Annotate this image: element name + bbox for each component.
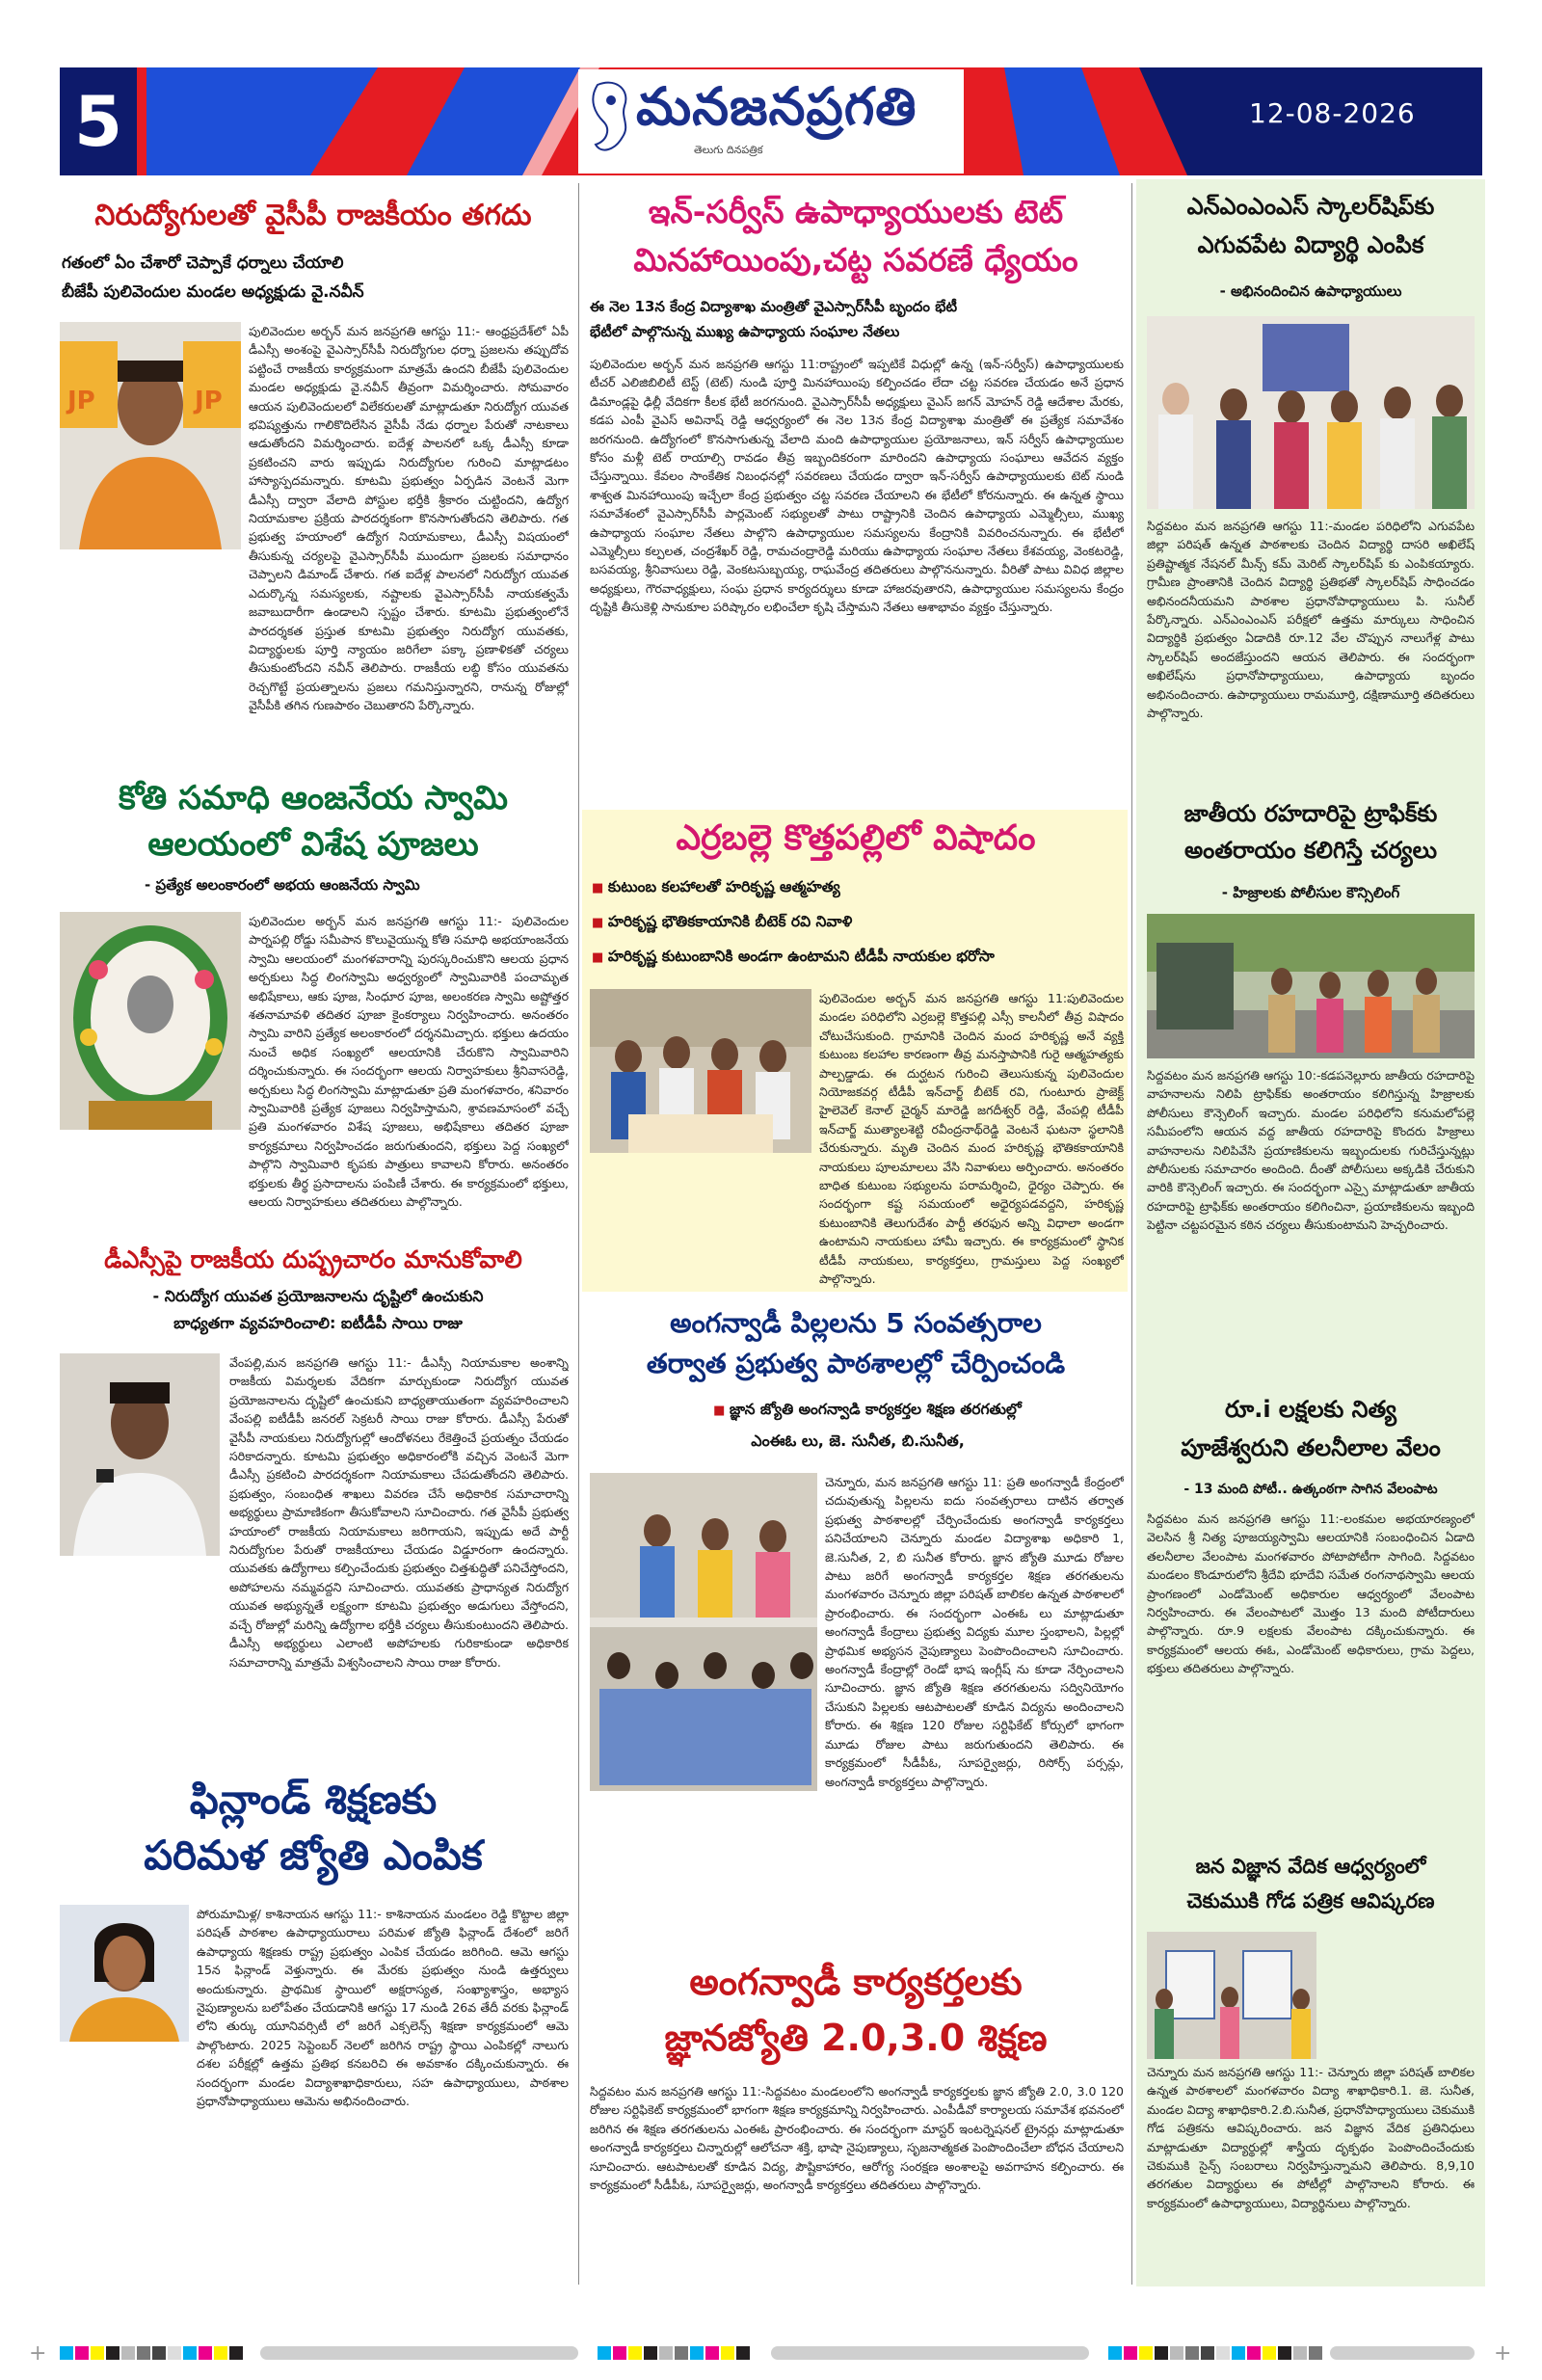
- headline: ఆలయంలో విశేష పూజలు: [147, 825, 479, 864]
- news-photo: [590, 989, 811, 1153]
- subheadline: బాధ్యతగా వ్యవహరించాలి: ఐటీడీపీ సాయి రాజు: [173, 1314, 463, 1332]
- subheadline: - హిజ్రాలకు పోలీసుల కౌన్సిలింగ్: [1221, 884, 1400, 901]
- article-body: సిద్దవటం మన జనప్రగతి ఆగస్టు 11:-మండల పరిధిలోని ఎగువపేట జిల్లా పరిషత్ ఉన్నత పాఠశాలకు చెందిన విద్యార్థి దాసరి అఖిలేష్ ప్రతిష్టాత్మక నేషనల్ మీన్స్ కమ్ మెరిట్ స్కాలర్‌షిప్ కు ఎంపికయ్యారు. గ్రామీణ ప్రాంతానికి చెందిన విద్యార్థి ప్రతిభతో స్కాలర్‌షిప్ సాధించడం అభినందనీయమని పాఠశాల ప్రధానోపాధ్యాయులు పి. సునీల్ పేర్కొన్నారు. ఎన్ఎంఎంఎస్ పరీక్షలో ఉత్తమ మార్కులు సాధించిన విద్యార్థికి ప్రభుత్వం ఏడాదికి రూ.12 వేల చొప్పున నాలుగేళ్ల పాటు స్కాలర్‌షిప్ అందజేస్తుందని ఆయన తెలిపారు. ఈ సందర్భంగా అఖిలేష్‌ను ప్రధానోపాధ్యాయులు, ఉపాధ్యాయ బృందం అభినందించారు. ఉపాధ్యాయులు రామమూర్తి, దక్షిణామూర్తి తదితరులు పాల్గొన్నారు.: [1147, 519, 1475, 721]
- subheadline: - 13 మంది పోటీ.. ఉత్కంఠగా సాగిన వేలంపాట: [1183, 1482, 1438, 1497]
- news-photo: [60, 1353, 220, 1556]
- bullet-point: ■ హరికృష్ణ భౌతికకాయానికి బీటెక్ రవి నివాళి: [592, 912, 1122, 932]
- headline: జ్ఞానజ్యోతి 2.0,3.0 శిక్షణ: [664, 2017, 1048, 2059]
- article-body: వేంపల్లి,మన జనప్రగతి ఆగస్టు 11:- డీఎస్సీ నియామకాల అంశాన్ని రాజకీయ విమర్శలకు వేదికగా మార్చుకుండా నిరుద్యోగ యువత ప్రయోజనాలను దృష్టిలో ఉంచుకుని బాధ్యతాయుతంగా వ్యవహరించాలని వేంపల్లి ఐటీడీపీ జనరల్ సెక్రటరీ సాయి రాజు కోరారు. డీఎస్సీ పేరుతో వైసీపీ నాయకులు నిరుద్యోగుల్లో ఆందోళనలు రేకెత్తించే ప్రయత్నం చేయడం సరికాదన్నారు. కూటమి ప్రభుత్వం అధికారంలోకి వచ్చిన వెంటనే మెగా డీఎస్సీ ప్రకటించి పారదర్శకంగా నియామకాలు చేపడుతోందని తెలిపారు. ప్రభుత్వం, సంబంధిత శాఖలు వివరణ చేసే అధికారిక సమాచారాన్ని అభ్యర్థులు ప్రామాణికంగా తీసుకోవాలని సూచించారు. గత వైసీపీ ప్రభుత్వ హయాంలో రాజకీయ నియామకాలు జరిగాయని, ఇప్పుడు అదే పార్టీ నిరుద్యోగుల పేరుతో రాజకీయాలు చేయడం విడ్డూరంగా ఉందన్నారు. యువతకు ఉద్యోగాలు కల్పించేందుకు ప్రభుత్వం చిత్తశుద్ధితో పనిచేస్తోందని, అపోహలను నమ్మవద్దని సూచించారు. యువతకు ప్రాధాన్యత నిరుద్యోగ యువత అభ్యున్నతే లక్ష్యంగా కూటమి ప్రభుత్వం అడుగులు వేస్తోందని, వచ్చే రోజుల్లో మరిన్ని ఉద్యోగాల భర్తీకి చర్యలు తీసుకుంటుందని తెలిపారు. డీఎస్సీ అభ్యర్థులు ఎలాంటి అపోహలకు గురికాకుండా అధికారిక సమాచారాన్ని మాత్రమే విశ్వసించాలని సాయి రాజు కోరారు.: [229, 1355, 569, 1670]
- bullet-point: ■ కుటుంబ కలహాలతో హరికృష్ణ ఆత్మహత్య: [592, 877, 1122, 897]
- article-body: పులివెందుల అర్బన్ మన జనప్రగతి ఆగస్టు 11:- ఆంధ్రప్రదేశ్‌లో ఏపీ డీఎస్సీ అంశంపై వైఎస్సార్‌సీపీ నిరుద్యోగుల ధర్నా ప్రజలను తప్పుదోవ పట్టించే రాజకీయ కార్యక్రమంగా మాత్రమే ఉందని బీజేపీ పులివెందుల మండల అధ్యక్షుడు వై.నవీన్ తీవ్రంగా విమర్శించారు. సోమవారం ఆయన పులివెందులలో విలేకరులతో మాట్లాడుతూ నిరుద్యోగ యువత భవిష్యత్తును గాలికొదిలేసిన వైసీపీ నేడు ధర్నాల పేరుతో నాటకాలు ఆడుతోందని విమర్శించారు. ఐదేళ్ల పాలనలో ఒక్క డీఎస్సీ కూడా ప్రకటించని వారు ఇప్పుడు నిరుద్యోగుల గురించి మాట్లాడటం హాస్యాస్పదమన్నారు. కూటమి ప్రభుత్వం ఏర్పడిన వెంటనే మెగా డీఎస్సీ ద్వారా వేలాది పోస్టుల భర్తీకి శ్రీకారం చుట్టిందని, ఉద్యోగ నియామకాల ప్రక్రియ పారదర్శకంగా కొనసాగుతోందని తెలిపారు. గత ప్రభుత్వ హయాంలో ఉద్యోగ నియామకాలు, డీఎస్సీ విషయంలో తీసుకున్న చర్యలపై వైఎస్సార్‌సీపీ ముందుగా ప్రజలకు సమాధానం చెప్పాలని డిమాండ్ చేశారు. గత ఐదేళ్ల పాలనలో నిరుద్యోగ యువత ఎదుర్కొన్న సమస్యలకు, నష్టాలకు వైఎస్సార్‌సీపీ నాయకత్వమే జవాబుదారీగా ఉండాలని స్పష్టం చేశారు. కూటమి ప్రభుత్వంలోనే పారదర్శకత ప్రస్తుత కూటమి ప్రభుత్వం నిరుద్యోగ యువతకు, విద్యార్థులకు పూర్తి న్యాయం జరిగేలా పక్కా ప్రణాళికతో చర్యలు తీసుకుంటోందని నవీన్ తెలిపారు. రాజకీయ లబ్ధి కోసం యువతను రెచ్చగొట్టే ప్రయత్నాలను ప్రజలు గమనిస్తున్నారని, రానున్న రోజుల్లో వైసీపీకి తగిన గుణపాఠం చెబుతారని పేర్కొన్నారు.: [249, 324, 569, 713]
- article-body: పోరుమామిళ్ల/ కాశినాయన ఆగస్టు 11:- కాశినాయన మండలం రెడ్డి కొట్టాల జిల్లా పరిషత్ పాఠశాల ఉపాధ్యాయురాలు పరిమళ జ్యోతి ఫిన్లాండ్ దేశంలో జరిగే ఉపాధ్యాయ శిక్షణకు రాష్ట్ర ప్రభుత్వం ఎంపిక చేయడం జరిగింది. ఆమె ఆగస్టు 15న ఫిన్లాండ్ వెళ్తున్నారు. ఈ మేరకు ప్రభుత్వం నుండి ఉత్తర్వులు అందుకున్నారు. ప్రాథమిక స్థాయిలో అక్షరాస్యత, సంఖ్యాశాస్త్రం, అభ్యాస నైపుణ్యాలను బలోపేతం చేయడానికి ఆగస్టు 17 నుండి 26వ తేదీ వరకు ఫిన్లాండ్ లోని తుర్కు యూనివర్సిటీ లో జరిగే ఎక్సలెన్స్ శిక్షణా కార్యక్రమంలో ఆమె పాల్గొంటారు. 2025 సెప్టెంబర్ నెలలో జరిగిన రాష్ట్ర స్థాయి ఎంపికల్లో నాలుగు దశల పరీక్షల్లో ఉత్తమ ప్రతిభ కనబరిచి ఈ అవకాశం దక్కించుకున్నారు. ఈ సందర్భంగా మండల విద్యాశాఖాధికారులు, సహ ఉపాధ్యాయులు, పాఠశాల ప్రధానోపాధ్యాయులు ఆమెను అభినందించారు.: [197, 1907, 569, 2109]
- news-photo: [1147, 316, 1475, 509]
- headline: డీఎస్సీపై రాజకీయ దుష్ప్రచారం మానుకోవాలి: [104, 1245, 522, 1273]
- article-body: చెన్నూరు మన జనప్రగతి ఆగస్టు 11:- చెన్నూరు జిల్లా పరిషత్ బాలికల ఉన్నత పాఠశాలలో మంగళవారం విద్యా శాఖాధికారి.1. జె. సునీత, మండల విద్యా శాఖాధికారి.2.బి.సునీత, ప్రధానోపాధ్యాయులు చెకుముకి గోడ పత్రికను ఆవిష్కరించారు. జన విజ్ఞాన వేదిక ప్రతినిధులు మాట్లాడుతూ విద్యార్థుల్లో శాస్త్రీయ దృక్పథం పెంపొందించేందుకు చెకుముకి సైన్స్ సంబరాలు నిర్వహిస్తున్నామని తెలిపారు. 8,9,10 తరగతుల విద్యార్థులు ఈ పోటీల్లో పాల్గొనాలని కోరారు. ఈ కార్యక్రమంలో ఉపాధ్యాయులు, విద్యార్థినులు పాల్గొన్నారు.: [1147, 2065, 1475, 2210]
- headline: కోతి సమాధి ఆంజనేయ స్వామి: [119, 779, 508, 817]
- headline: అంతరాయం కలిగిస్తే చర్యలు: [1183, 837, 1437, 864]
- subheadline: ఎంఈఓ లు, జె. సునీత, బి.సునీత,: [751, 1431, 965, 1450]
- article-body: సిద్దవటం మన జనప్రగతి ఆగస్టు 10:-కడపనెల్లూరు జాతీయ రహదారిపై వాహనాలను నిలిపి ట్రాఫిక్‌కు అంతరాయం కలిగిస్తున్న హిజ్రాలకు పోలీసులు కౌన్సెలింగ్ ఇచ్చారు. మండల పరిధిలోని కనుమలోపల్లె సమీపంలోని ఆయన వద్ద జాతీయ రహదారిపై కొందరు హిజ్రాలు వాహనాలను నిలిపివేసి ప్రయాణికులను ఇబ్బందులకు గురిచేస్తున్నట్లు పోలీసులకు సమాచారం అందింది. దీంతో పోలీసులు అక్కడికి చేరుకుని వారికి కౌన్సెలింగ్ ఇచ్చారు. ఈ సందర్భంగా ఎస్సై మాట్లాడుతూ జాతీయ రహదారిపై ట్రాఫిక్‌కు అంతరాయం కలిగించినా, ప్రయాణికులను ఇబ్బంది పెట్టినా చట్టపరమైన కఠిన చర్యలు తీసుకుంటామని హెచ్చరించారు.: [1147, 1068, 1475, 1233]
- registration-bar: [0, 2333, 1542, 2371]
- headline: ఫిన్లాండ్ శిక్షణకు: [189, 1776, 438, 1823]
- headline: అంగన్వాడీ పిల్లలను 5 సంవత్సరాల: [670, 1307, 1042, 1339]
- article-body: పులివెందుల అర్బన్ మన జనప్రగతి ఆగస్టు 11:- పులివెందుల పార్నపల్లి రోడ్డు సమీపాన కొలువైయున్న కోతి సమాధి అభయాంజనేయ స్వామి ఆలయంలో మంగళవారాన్ని పురస్కరించుకొని ఆలయ ప్రధాన అర్చకులు సిద్ధ లింగస్వామి అధ్వర్యంలో స్వామివారికి పంచామృత అభిషేకాలు, ఆకు పూజ, సింధూర పూజ, అలంకరణ స్వామి అష్టోత్తర శతనామావళి తదితర పూజా కైంకర్యాలు నిర్వహించారు. అనంతరం స్వామి వారిని ప్రత్యేక అలంకారంలో దర్శనమిచ్చారు. భక్తులు ఉదయం నుంచే అధిక సంఖ్యలో ఆలయానికి చేరుకొని స్వామివారిని దర్శించుకున్నారు. ఈ సందర్భంగా ఆలయ నిర్వాహకులు శ్రీనివాసరెడ్డి, అర్చకులు సిద్ధ లింగస్వామి మాట్లాడుతూ ప్రతి మంగళవారం, శనివారం స్వామివారికి ప్రత్యేక పూజలు నిర్వహిస్తామని, శ్రావణమాసంలో వచ్చే ప్రతి మంగళవారం విశేష పూజలు, అభిషేకాలు తదితర పూజా కార్యక్రమాలు నిర్వహించడం జరుగుతుందని, భక్తులు పెద్ద సంఖ్యలో పాల్గొని స్వామివారి కృపకు పాత్రులు కావాలని కోరారు. అనంతరం భక్తులకు తీర్థ ప్రసాదాలను పంపిణీ చేశారు. ఈ కార్యక్రమంలో భక్తులు, ఆలయ నిర్వాహకులు తదితరులు పాల్గొన్నారు.: [249, 914, 569, 1210]
- svg-text:+: +: [1494, 2341, 1512, 2366]
- headline: రూ.i లక్షలకు నిత్య: [1224, 1396, 1397, 1423]
- column-divider: [1131, 183, 1132, 2285]
- news-photo: [60, 1905, 189, 2042]
- headline: పరిమళ జ్యోతి ఎంపిక: [144, 1832, 483, 1879]
- article-body: చెన్నూరు, మన జనప్రగతి ఆగస్టు 11: ప్రతి అంగన్వాడీ కేంద్రంలో చదువుతున్న పిల్లలను ఐదు సంవత్సరాలు దాటిన తర్వాత ప్రభుత్వ పాఠశాలల్లో చేర్పించేందుకు అంగన్వాడీ కార్యకర్తలు పనిచేయాలని చెన్నూరు మండల విద్యాశాఖ అధికారి 1, జె.సునీత, 2, బి సునీత కోరారు. జ్ఞాన జ్యోతి మూడు రోజుల పాటు జరిగే అంగన్వాడీ కార్యకర్తల శిక్షణ తరగతులను మంగళవారం చెన్నూరు జిల్లా పరిషత్ బాలికల ఉన్నత పాఠశాలలో ప్రారంభించారు. ఈ సందర్భంగా ఎంఈఓ లు మాట్లాడుతూ అంగన్వాడీ కేంద్రాలు ప్రభుత్వ విద్యకు మూల స్తంభాలని, పిల్లల్లో ప్రాథమిక అభ్యసన నైపుణ్యాలు పెంపొందించాలని సూచించారు. అంగన్వాడీ కేంద్రాల్లో రెండో భాష ఇంగ్లీష్ ను కూడా నేర్పించాలని సూచించారు. జ్ఞాన జ్యోతి శిక్షణ తరగతులను సద్వినియోగం చేసుకుని పిల్లలకు ఆటపాటలతో కూడిన విద్యను అందించాలని కోరారు. ఈ శిక్షణ 120 రోజుల సర్టిఫికేట్ కోర్సులో భాగంగా మూడు రోజుల పాటు జరుగుతుందని తెలిపారు. ఈ కార్యక్రమంలో సీడీపీఓ, సూపర్వైజర్లు, రిసోర్స్ పర్సన్లు, అంగన్వాడీ కార్యకర్తలు పాల్గొన్నారు.: [825, 1475, 1124, 1789]
- subheadline: - ప్రత్యేక అలంకారంలో అభయ ఆంజనేయ స్వామి: [145, 876, 420, 894]
- subheadline: ఈ నెల 13న కేంద్ర విద్యాశాఖ మంత్రితో వైఎస్సార్‌సీపీ బృందం భేటీ: [590, 298, 958, 315]
- news-photo: [1147, 914, 1475, 1058]
- masthead-tagline: తెలుగు దినపత్రిక: [694, 144, 763, 156]
- svg-text:JP: JP: [195, 387, 223, 415]
- masthead-title: మనజనప్రగతి: [636, 76, 917, 137]
- headline: తర్వాత ప్రభుత్వ పాఠశాలల్లో చేర్పించండి: [646, 1348, 1066, 1379]
- issue-date: 12-08-2026: [1249, 97, 1416, 129]
- headline: మినహాయింపు,చట్ట సవరణే ధ్యేయం: [633, 241, 1078, 279]
- headline: ఎర్రబల్లె కొత్తపల్లిలో విషాదం: [676, 818, 1036, 858]
- svg-text:JP: JP: [67, 387, 95, 415]
- page-number: 5: [60, 67, 137, 175]
- article-body: పులివెందుల అర్బన్ మన జనప్రగతి ఆగస్టు 11:రాష్ట్రంలో ఇప్పటికే విధుల్లో ఉన్న (ఇన్-సర్వీస్) ఉపాధ్యాయులకు టీచర్ ఎలిజిబిలిటీ టెస్ట్ (టెట్) నుండి పూర్తి మినహాయింపు కల్పించడం లేదా చట్ట సవరణ చేయడం అనే ప్రధాన డిమాండ్లపై ఢిల్లీ వేదికగా కీలక భేటీ జరగనుంది. వైఎస్సార్‌సీపీ అధ్యక్షులు వైఎస్ జగన్ మోహన్ రెడ్డి ఆదేశాల మేరకు, కడప ఎంపీ వైఎస్ అవినాష్ రెడ్డి ఆధ్వర్యంలో ఈ నెల 13న కేంద్ర విద్యాశాఖ మంత్రితో ఈ ప్రత్యేక సమావేశం జరగనుంది. ఉద్యోగంలో కొనసాగుతున్న వేలాది మంది ఉపాధ్యాయుల ప్రయోజనాలు, ఇన్ సర్వీస్ ఉపాధ్యాయుల కోసం మళ్లీ టెట్ రాయాల్సి రావడం తీవ్ర ఇబ్బందికరంగా మారిందని ఉపాధ్యాయ సంఘాలు ఆవేదన వ్యక్తం చేస్తున్నాయి. కేవలం సాంకేతిక నిబంధనల్లో సవరణలు చేయడం ద్వారా ఇన్-సర్వీస్ ఉపాధ్యాయులకు టెట్ నుండి శాశ్వత మినహాయింపు ఇచ్చేలా కేంద్ర ప్రభుత్వం చట్ట సవరణ చేయాలని ఈ భేటీలో కోరనున్నారు. ఈ ఉన్నత స్థాయి సమావేశంలో వైఎస్సార్‌సీపీ పార్లమెంట్ సభ్యులతో పాటు రాష్ట్రానికి చెందిన ఉపాధ్యాయ ఎమ్మెల్సీలు, ముఖ్య ఉపాధ్యాయ సంఘాల నేతలు పాల్గొని ఉపాధ్యాయుల సమస్యలను కేంద్రానికి వివరించనున్నారు. ఈ భేటీలో ఎమ్మెల్సీలు కల్పలత, చంద్రశేఖర్ రెడ్డి, రామచంద్రారెడ్డి మరియు ఉపాధ్యాయ సంఘాల నేతలు కేశవయ్య, వెంకటరెడ్డి, బసవయ్య, శ్రీనివాసులు రెడ్డి, వెంకటసుబ్బయ్య, రాఘవేంద్ర తదితరులు పాల్గొననున్నారు. వీరితో పాటు వివిధ జిల్లాల అధ్యక్షులు, గౌరవాధ్యక్షులు, సంఘ ప్రధాన కార్యదర్శులు కూడా హాజరవుతారని, ఉపాధ్యాయుల సమస్యలను కేంద్రం దృష్టికి తీసుకెళ్లి సానుకూల పరిష్కారం లభించేలా కృషి చేస్తామని నేతలు ఆశాభావం వ్యక్తం చేస్తున్నారు.: [590, 357, 1124, 615]
- masthead-logo-icon: [588, 77, 636, 168]
- news-photo: [60, 322, 241, 549]
- headline: పూజేశ్వరుని తలనీలాల వేలం: [1181, 1434, 1441, 1461]
- headline: ఎగువపేట విద్యార్థి ఎంపిక: [1197, 231, 1424, 258]
- subheadline: బీజేపీ పులివెందుల మండల అధ్యక్షుడు వై.నవీన్: [62, 282, 364, 302]
- article-body: సిద్దవటం మన జనప్రగతి ఆగస్టు 11:-సిద్దవటం మండలంలోని అంగన్వాడీ కార్యకర్తలకు జ్ఞాన జ్యోతి 2.0, 3.0 120 రోజుల సర్టిఫికెట్ కార్యక్రమంలో భాగంగా శిక్షణ కార్యక్రమాన్ని నిర్వహించారు. ఎంపీడీవో కార్యాలయ సమావేశ భవనంలో జరిగిన ఈ శిక్షణ తరగతులను ఎంఈఓ ప్రారంభించారు. ఈ సందర్భంగా మాస్టర్ ఇంటర్నెషనల్ ట్రైనర్లు మాట్లాడుతూ అంగన్వాడీ కార్యకర్తలు చిన్నారుల్లో ఆలోచనా శక్తి, భాషా నైపుణ్యాలు, సృజనాత్మకత పెంపొందించేలా బోధన చేయాలని సూచించారు. ఆటపాటలతో కూడిన విద్య, పౌష్టికాహారం, ఆరోగ్య సంరక్షణ అంశాలపై అవగాహన కల్పించారు. ఈ కార్యక్రమంలో సీడీపీఓ, సూపర్వైజర్లు, అంగన్వాడీ కార్యకర్తలు తదితరులు పాల్గొన్నారు.: [590, 2084, 1124, 2193]
- subheadline: భేటీలో పాల్గొనున్న ముఖ్య ఉపాధ్యాయ సంఘాల నేతలు: [590, 323, 900, 340]
- bullet-point: ■ జ్ఞాన జ్యోతి అంగన్వాడి కార్యకర్తల శిక్షణ తరగతుల్లో: [617, 1400, 1118, 1420]
- article-body: సిద్దవటం మన జనప్రగతి ఆగస్టు 11:-లంకమల అభయారణ్యంలో వెలసిన శ్రీ నిత్య పూజయ్యస్వామి ఆలయానికి సంబంధించిన ఏడాది తలనీలాల వేలంపాట మంగళవారం పోటాపోటీగా సాగింది. సిద్దవటం మండలం కొండూరులోని శ్రీదేవి భూదేవి సమేత రంగనాథస్వామి ఆలయ ప్రాంగణంలో ఎండోమెంట్ అధికారుల ఆధ్వర్యంలో వేలంపాట నిర్వహించారు. ఈ వేలంపాటలో మొత్తం 13 మంది పోటీదారులు పాల్గొన్నారు. రూ.9 లక్షలకు వేలంపాట దక్కించుకున్నారు. ఈ కార్యక్రమంలో ఆలయ ఈఓ, ఎండోమెంట్ అధికారులు, గ్రామ పెద్దలు, భక్తులు తదితరులు పాల్గొన్నారు.: [1147, 1511, 1475, 1676]
- headline: జన విజ్ఞాన వేదిక ఆధ్వర్యంలో: [1195, 1855, 1426, 1878]
- headline: ఎన్ఎంఎంఎస్ స్కాలర్‌షిప్‌కు: [1186, 193, 1435, 220]
- subheadline: గతంలో ఏం చేశారో చెప్పాకే ధర్నాలు చేయాలి: [62, 254, 344, 273]
- subheadline: - అభినందించిన ఉపాధ్యాయులు: [1219, 282, 1402, 300]
- headline: జాతీయ రహదారిపై ట్రాఫిక్‌కు: [1183, 800, 1438, 827]
- news-photo: [590, 1473, 817, 1791]
- article-body: పులివెందుల అర్బన్ మన జనప్రగతి ఆగస్టు 11:పులివెందుల మండల పరిధిలోని ఎర్రబల్లె కొత్తపల్లి ఎస్సీ కాలనీలో తీవ్ర విషాదం చోటుచేసుకుంది. గ్రామానికి చెందిన మంద హరికృష్ణ అనే వ్యక్తి కుటుంబ కలహాల కారణంగా తీవ్ర మనస్తాపానికి గురై ఆత్మహత్యకు పాల్పడ్డాడు. ఈ దుర్ఘటన గురించి తెలుసుకున్న పులివెందుల నియోజకవర్గ టీడీపీ ఇన్‌చార్జ్ బీటెక్ రవి, గుంటూరు ప్రాజెక్ట్ హైలెవెల్ కెనాల్ చైర్మన్ మారెడ్డి జగదీశ్వర్ రెడ్డి, వేంపల్లి టీడీపీ ఇన్‌చార్జ్ ముత్యాలశెట్టి రవీంద్రనాథ్‌రెడ్డి వెంటనే ఘటనా స్థలానికి చేరుకున్నారు. మృతి చెందిన మంద హరికృష్ణ భౌతికకాయానికి నాయకులు పూలమాలలు వేసి నివాళులు అర్పించారు. అనంతరం బాధిత కుటుంబ సభ్యులను పరామర్శించి, ధైర్యం చెప్పారు. ఈ సందర్భంగా కష్ట సమయంలో అధైర్యపడవద్దని, హరికృష్ణ కుటుంబానికి తెలుగుదేశం పార్టీ తరఫున అన్ని విధాలా అండగా ఉంటామని నాయకులు హామీ ఇచ్చారు. ఈ కార్యక్రమంలో స్థానిక టీడీపీ నాయకులు, కార్యకర్తలు, గ్రామస్తులు పెద్ద సంఖ్యలో పాల్గొన్నారు.: [819, 991, 1124, 1287]
- headline: అంగన్వాడీ కార్యకర్తలకు: [689, 1961, 1023, 2003]
- headline: ఇన్-సర్వీస్ ఉపాధ్యాయులకు టెట్: [648, 193, 1064, 230]
- subheadline: - నిరుద్యోగ యువత ప్రయోజనాలను దృష్టిలో ఉంచుకుని: [152, 1287, 484, 1305]
- news-photo: [60, 912, 241, 1130]
- headline: నిరుద్యోగులతో వైసీపీ రాజకీయం తగదు: [94, 199, 532, 232]
- headline: చెకుముకి గోడ పత్రిక ఆవిష్కరణ: [1186, 1889, 1435, 1912]
- news-photo: [1147, 1932, 1316, 2059]
- bullet-point: ■ హరికృష్ణ కుటుంబానికి అండగా ఉంటామని టీడీపీ నాయకుల భరోసా: [592, 947, 1122, 967]
- column-divider: [578, 183, 579, 2285]
- article-body-wrap: [1324, 1932, 1475, 2059]
- svg-text:+: +: [29, 2341, 47, 2366]
